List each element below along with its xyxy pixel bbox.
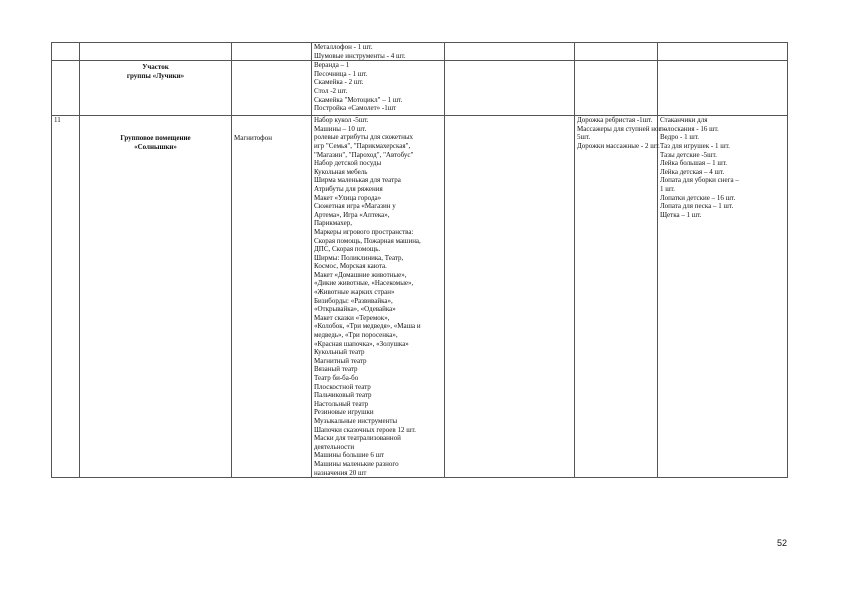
empty-cell [445,61,575,116]
list-item: Маркеры игрового пространства: [314,227,414,236]
row-number-cell [52,61,80,116]
list-item: Машины – 10 шт. [314,124,367,133]
list-item: Музыкальные инструменты [314,416,398,425]
room-title-line: «Солнышки» [134,142,177,151]
list-item: Макет «Улица города» [314,193,382,202]
row-number-cell: 11 [52,116,80,478]
list-item: Машины большие 6 шт [314,451,385,460]
list-item: Ведро - 1 шт. [660,133,699,142]
list-item: «Открывайка», «Одевайка» [314,305,396,314]
list-item: 5шт. [577,133,591,142]
materials-cell [312,116,445,478]
list-item: «Дикие животные, «Насекомые», [314,279,414,288]
list-item: Ширма маленькая для театра [314,176,401,185]
list-item: Постройка «Самолет» -1шт [314,104,397,113]
room-title-cell [80,116,232,478]
list-item: Настольный театр [314,399,369,408]
empty-cell [658,61,788,116]
list-item: ДПС, Скорая помощь. [314,245,381,254]
list-item: «Животные жарких стран» [314,288,395,297]
equipment-cell [232,61,312,116]
list-item: Тазы детские -5шт. [660,150,717,159]
list-item: Пальчиковый театр [314,391,372,400]
labor-equipment-cell [658,116,788,478]
list-item: Кукольная мебель [314,167,368,176]
list-item: Лопатки детские – 16 шт. [660,193,736,202]
equipment-cell [232,116,312,478]
list-item: ролевые атрибуты для сюжетных [314,133,414,142]
health-equipment-cell [575,116,667,478]
equipment-cell [232,43,312,61]
table-row [52,61,788,116]
list-item: «Красная шапочка», «Золушка» [314,339,409,348]
list-item: Кукольный театр [314,348,365,357]
list-item: Машины маленькие разного [314,459,399,468]
inventory-table [51,42,788,478]
list-item: Театр би-ба-бо [314,374,359,382]
page-number: 52 [777,538,788,548]
list-item: назначения 20 шт [314,468,367,477]
empty-cell [575,61,658,116]
list-item: Парикмахер, [314,219,352,228]
room-title-cell [80,43,232,61]
list-item: полоскания - 16 шт. [660,124,719,133]
list-item: Бизиборды: «Развивайка», [314,296,393,305]
list-item: Шумовые инструменты - 4 шт. [314,51,406,60]
list-item: деятельности [314,442,355,451]
empty-cell [445,116,575,478]
list-item: Резиновые игрушки [314,408,374,417]
list-item: 1 шт. [660,184,675,193]
list-item: Веранда – 1 [314,61,350,70]
list-item: Таз для игрушек - 1 шт. [660,141,730,150]
list-item: Набор кукол -5шт. [314,116,369,125]
room-title-line: Групповое помещение [120,134,191,143]
list-item: Массажеры для ступней ног – [577,124,667,133]
list-item: Сюжетная игра «Магазин у [314,202,396,211]
materials-cell [312,43,445,61]
list-item: Скамейка - 2 шт. [314,78,364,87]
list-item: Песочница - 1 шт. [314,69,368,78]
list-item: Ширмы: Поликлиника, Театр, [314,253,404,262]
materials-cell [312,61,445,116]
list-item: Лейка большая – 1 шт. [660,159,727,168]
list-item: Стол -2 шт. [314,86,348,95]
list-item: Дорожка ребристая -1шт. [577,116,653,125]
list-item: Плоскостной театр [314,382,371,391]
list-item: Лопата для песка – 1 шт. [660,202,734,211]
list-item: Скорая помощь, Пожарная машина, [314,236,421,245]
list-item: Космос, Морская каюта. [314,262,387,271]
room-title-line: Участок [142,63,169,72]
room-title-line: группы «Лучики» [126,71,185,80]
list-item: игр "Семья", "Парикмахерская", [314,141,411,150]
list-item: «Колобок, «Три медведя», «Маша и [314,322,421,331]
list-item: "Магазин", "Пароход", "Автобус" [314,150,414,159]
table-body [52,43,788,478]
list-item: Стаканчики для [660,116,708,125]
list-item: Артема», Игра «Аптека», [314,210,390,219]
table-row [52,116,788,478]
list-item: медведь», «Три поросенка», [314,331,398,340]
list-item: Металлофон - 1 шт. [314,43,373,51]
row-number-cell [52,43,80,61]
list-item: Щетка – 1 шт. [660,210,702,219]
list-item: Лопата для уборки снега – [660,176,739,185]
list-item: Набор детской посуды [314,159,382,168]
room-title-cell [80,61,232,116]
list-item: Скамейка "Мотоцикл" – 1 шт. [314,95,403,104]
list-item: Лейка детская – 4 шт. [660,167,725,176]
list-item: Макет «Домашние животные», [314,270,407,279]
list-item: Дорожки массажные - 2 шт. [577,141,660,150]
empty-cell [575,43,658,61]
empty-cell [445,43,575,61]
list-item: Маски для театрализованной [314,434,401,443]
table-row [52,43,788,61]
empty-cell [658,43,788,61]
list-item: Магнитный театр [314,356,367,365]
list-item: Атрибуты для ряжения [314,184,383,193]
list-item: Шапочки сказочных героев 12 шт. [314,425,416,434]
list-item: Макет сказки «Теремок», [314,313,390,322]
list-item: Магнитофон [234,134,272,143]
list-item: Вязаный театр [314,365,358,374]
